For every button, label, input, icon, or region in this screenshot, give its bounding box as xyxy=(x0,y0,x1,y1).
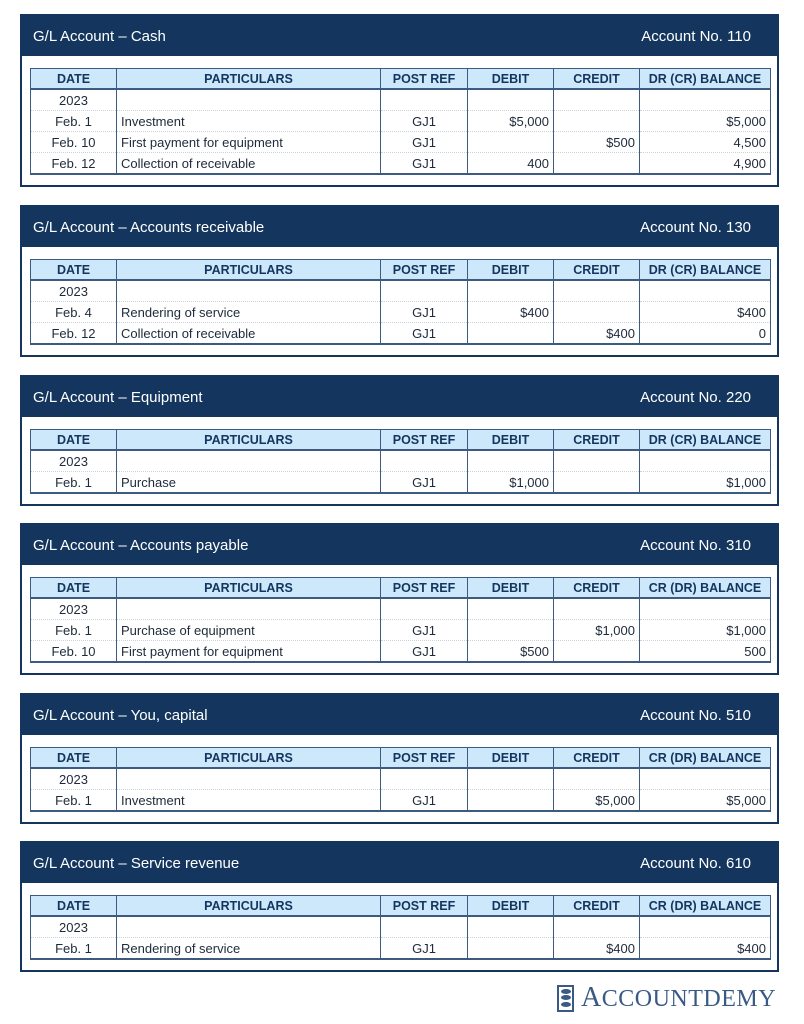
cell-date: 2023 xyxy=(31,280,117,302)
table-row xyxy=(31,598,771,620)
column-header-date: DATE xyxy=(31,430,117,451)
cell-particulars: Investment xyxy=(117,111,381,132)
account-number: Account No. 220 xyxy=(640,388,751,406)
cell-date: Feb. 4 xyxy=(31,302,117,323)
cell-balance xyxy=(640,598,771,620)
cell-particulars xyxy=(117,89,381,111)
cell-post-ref: GJ1 xyxy=(381,472,468,494)
column-header-balance: CR (DR) BALANCE xyxy=(640,748,771,769)
column-header-credit: CREDIT xyxy=(554,260,640,281)
table-row xyxy=(31,938,771,960)
column-header-particulars: PARTICULARS xyxy=(117,260,381,281)
account-title: G/L Account – Equipment xyxy=(33,388,203,406)
cell-balance xyxy=(640,89,771,111)
table-row xyxy=(31,620,771,641)
cell-date: Feb. 1 xyxy=(31,938,117,960)
account-title: G/L Account – You, capital xyxy=(33,706,208,724)
cell-balance xyxy=(640,450,771,472)
column-header-debit: DEBIT xyxy=(468,896,554,917)
column-header-date: DATE xyxy=(31,578,117,599)
cell-balance xyxy=(640,916,771,938)
column-header-credit: CREDIT xyxy=(554,578,640,599)
cell-post-ref: GJ1 xyxy=(381,111,468,132)
column-header-credit: CREDIT xyxy=(554,748,640,769)
cell-date: 2023 xyxy=(31,916,117,938)
cell-date: Feb. 12 xyxy=(31,323,117,345)
cell-debit xyxy=(468,916,554,938)
cell-particulars: Investment xyxy=(117,790,381,812)
panel-body xyxy=(22,565,777,673)
cell-date: Feb. 1 xyxy=(31,111,117,132)
column-header-debit: DEBIT xyxy=(468,69,554,90)
column-header-credit: CREDIT xyxy=(554,896,640,917)
cell-credit xyxy=(554,768,640,790)
cell-date: Feb. 1 xyxy=(31,472,117,494)
column-header-post-ref: POST REF xyxy=(381,430,468,451)
cell-balance: $5,000 xyxy=(640,111,771,132)
table-row xyxy=(31,323,771,345)
table-header-row xyxy=(31,896,771,917)
account-number: Account No. 510 xyxy=(640,706,751,724)
column-header-debit: DEBIT xyxy=(468,260,554,281)
column-header-debit: DEBIT xyxy=(468,578,554,599)
ledger-table xyxy=(30,259,771,345)
table-row xyxy=(31,472,771,494)
account-number: Account No. 610 xyxy=(640,854,751,872)
cell-balance: $400 xyxy=(640,938,771,960)
cell-particulars xyxy=(117,768,381,790)
cell-debit xyxy=(468,450,554,472)
account-number: Account No. 130 xyxy=(640,218,751,236)
cell-debit xyxy=(468,89,554,111)
cell-debit xyxy=(468,620,554,641)
cell-balance: 4,500 xyxy=(640,132,771,153)
gl-account-panel xyxy=(20,14,779,187)
cell-particulars: Purchase of equipment xyxy=(117,620,381,641)
column-header-date: DATE xyxy=(31,69,117,90)
table-header-row xyxy=(31,748,771,769)
cell-particulars: Purchase xyxy=(117,472,381,494)
column-header-post-ref: POST REF xyxy=(381,748,468,769)
panel-header xyxy=(22,525,777,565)
panel-body xyxy=(22,417,777,504)
cell-credit xyxy=(554,89,640,111)
panel-header xyxy=(22,207,777,247)
account-title: G/L Account – Service revenue xyxy=(33,854,240,872)
column-header-debit: DEBIT xyxy=(468,430,554,451)
cell-balance: $5,000 xyxy=(640,790,771,812)
table-row xyxy=(31,111,771,132)
cell-particulars xyxy=(117,450,381,472)
cell-balance: 500 xyxy=(640,641,771,663)
column-header-post-ref: POST REF xyxy=(381,896,468,917)
cell-particulars: Rendering of service xyxy=(117,938,381,960)
cell-particulars: First payment for equipment xyxy=(117,641,381,663)
table-row xyxy=(31,302,771,323)
cell-balance: 0 xyxy=(640,323,771,345)
cell-post-ref: GJ1 xyxy=(381,938,468,960)
cell-post-ref: GJ1 xyxy=(381,132,468,153)
table-row xyxy=(31,450,771,472)
cell-balance xyxy=(640,280,771,302)
gl-account-panel xyxy=(20,205,779,357)
column-header-date: DATE xyxy=(31,748,117,769)
table-row xyxy=(31,132,771,153)
cell-credit: $400 xyxy=(554,323,640,345)
gl-account-panel xyxy=(20,523,779,675)
column-header-balance: CR (DR) BALANCE xyxy=(640,896,771,917)
cell-post-ref: GJ1 xyxy=(381,620,468,641)
cell-particulars: First payment for equipment xyxy=(117,132,381,153)
cell-debit: 400 xyxy=(468,153,554,175)
cell-debit: $500 xyxy=(468,641,554,663)
accountdemy-logo xyxy=(557,982,776,1014)
cell-post-ref xyxy=(381,450,468,472)
cell-date: 2023 xyxy=(31,768,117,790)
column-header-particulars: PARTICULARS xyxy=(117,748,381,769)
gl-account-panel xyxy=(20,693,779,824)
table-row xyxy=(31,153,771,175)
panel-header xyxy=(22,16,777,56)
column-header-post-ref: POST REF xyxy=(381,578,468,599)
cell-post-ref xyxy=(381,598,468,620)
cell-debit xyxy=(468,938,554,960)
column-header-balance: DR (CR) BALANCE xyxy=(640,260,771,281)
panel-header xyxy=(22,695,777,735)
panel-body xyxy=(22,883,777,970)
cell-credit xyxy=(554,472,640,494)
cell-debit xyxy=(468,768,554,790)
accountdemy-logo-icon xyxy=(557,985,574,1012)
cell-date: 2023 xyxy=(31,89,117,111)
column-header-date: DATE xyxy=(31,896,117,917)
cell-debit: $5,000 xyxy=(468,111,554,132)
cell-credit xyxy=(554,641,640,663)
account-number: Account No. 110 xyxy=(641,27,751,45)
table-header-row xyxy=(31,69,771,90)
column-header-balance: DR (CR) BALANCE xyxy=(640,69,771,90)
cell-debit xyxy=(468,132,554,153)
account-title: G/L Account – Accounts receivable xyxy=(33,218,265,236)
cell-date: 2023 xyxy=(31,598,117,620)
panel-header xyxy=(22,377,777,417)
column-header-particulars: PARTICULARS xyxy=(117,896,381,917)
cell-balance: $1,000 xyxy=(640,472,771,494)
column-header-particulars: PARTICULARS xyxy=(117,578,381,599)
cell-balance: $1,000 xyxy=(640,620,771,641)
cell-post-ref: GJ1 xyxy=(381,641,468,663)
cell-date: Feb. 10 xyxy=(31,641,117,663)
cell-debit: $400 xyxy=(468,302,554,323)
ledger-table xyxy=(30,577,771,663)
cell-credit xyxy=(554,302,640,323)
cell-credit xyxy=(554,916,640,938)
cell-credit xyxy=(554,450,640,472)
cell-particulars xyxy=(117,280,381,302)
column-header-date: DATE xyxy=(31,260,117,281)
account-title: G/L Account – Accounts payable xyxy=(33,536,249,554)
cell-date: Feb. 12 xyxy=(31,153,117,175)
panel-header xyxy=(22,843,777,883)
panel-body xyxy=(22,247,777,355)
cell-particulars: Collection of receivable xyxy=(117,153,381,175)
cell-debit xyxy=(468,280,554,302)
cell-post-ref xyxy=(381,768,468,790)
column-header-credit: CREDIT xyxy=(554,69,640,90)
cell-post-ref: GJ1 xyxy=(381,302,468,323)
ledger-table xyxy=(30,68,771,175)
cell-post-ref: GJ1 xyxy=(381,790,468,812)
table-row xyxy=(31,916,771,938)
cell-balance: 4,900 xyxy=(640,153,771,175)
table-header-row xyxy=(31,578,771,599)
cell-credit: $500 xyxy=(554,132,640,153)
table-row xyxy=(31,280,771,302)
ledger-table xyxy=(30,747,771,812)
gl-account-panel xyxy=(20,375,779,506)
logo-wordmark: ACCOUNTDEMY xyxy=(581,982,777,1013)
cell-credit xyxy=(554,153,640,175)
table-header-row xyxy=(31,430,771,451)
cell-particulars: Rendering of service xyxy=(117,302,381,323)
cell-debit xyxy=(468,598,554,620)
cell-date: Feb. 1 xyxy=(31,620,117,641)
cell-credit: $5,000 xyxy=(554,790,640,812)
cell-credit xyxy=(554,280,640,302)
gl-account-panel xyxy=(20,841,779,972)
cell-balance: $400 xyxy=(640,302,771,323)
column-header-particulars: PARTICULARS xyxy=(117,69,381,90)
cell-balance xyxy=(640,768,771,790)
cell-debit xyxy=(468,790,554,812)
column-header-debit: DEBIT xyxy=(468,748,554,769)
column-header-post-ref: POST REF xyxy=(381,69,468,90)
table-row xyxy=(31,641,771,663)
panel-body xyxy=(22,56,777,185)
cell-credit xyxy=(554,111,640,132)
column-header-credit: CREDIT xyxy=(554,430,640,451)
cell-post-ref xyxy=(381,280,468,302)
cell-credit xyxy=(554,598,640,620)
cell-date: Feb. 1 xyxy=(31,790,117,812)
cell-credit: $1,000 xyxy=(554,620,640,641)
cell-debit: $1,000 xyxy=(468,472,554,494)
cell-post-ref xyxy=(381,89,468,111)
cell-debit xyxy=(468,323,554,345)
ledger-table xyxy=(30,429,771,494)
table-row xyxy=(31,89,771,111)
cell-date: 2023 xyxy=(31,450,117,472)
ledger-table xyxy=(30,895,771,960)
column-header-balance: DR (CR) BALANCE xyxy=(640,430,771,451)
table-row xyxy=(31,768,771,790)
table-row xyxy=(31,790,771,812)
cell-date: Feb. 10 xyxy=(31,132,117,153)
column-header-particulars: PARTICULARS xyxy=(117,430,381,451)
table-header-row xyxy=(31,260,771,281)
column-header-balance: CR (DR) BALANCE xyxy=(640,578,771,599)
cell-credit: $400 xyxy=(554,938,640,960)
column-header-post-ref: POST REF xyxy=(381,260,468,281)
cell-particulars xyxy=(117,916,381,938)
account-number: Account No. 310 xyxy=(640,536,751,554)
panel-body xyxy=(22,735,777,822)
cell-post-ref: GJ1 xyxy=(381,153,468,175)
cell-particulars xyxy=(117,598,381,620)
cell-post-ref: GJ1 xyxy=(381,323,468,345)
account-title: G/L Account – Cash xyxy=(33,27,166,45)
cell-post-ref xyxy=(381,916,468,938)
cell-particulars: Collection of receivable xyxy=(117,323,381,345)
